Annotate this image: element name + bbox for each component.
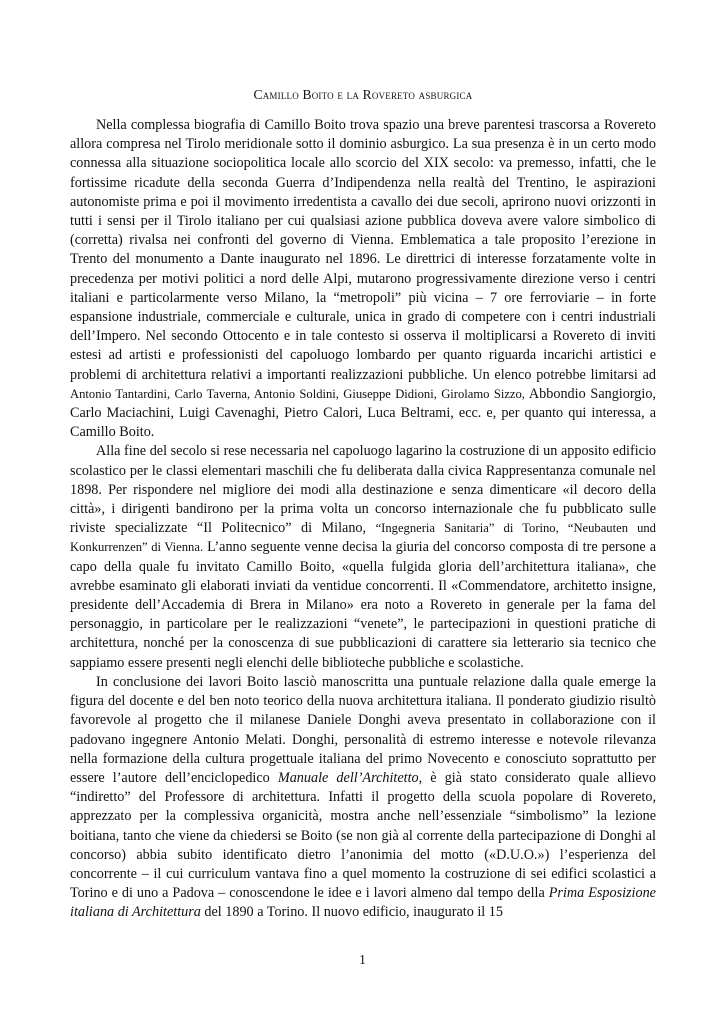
text-segment: L’anno seguente venne decisa la giuria del concorso composta di tre persone a capo della quale fu invitato Camillo Boito, «quella fulgida gloria dell’architettura italiana», che avrebbe esaminato gli elaborati inviati da ventidue concorrenti. Il «Commendatore, architetto insigne, presidente dell’Accademia di Brera in Milano» era noto a Rovereto in generale per la fama del personaggio, in particolare per le realizzazioni “venete”, le partecipazioni in questioni pratiche di architettura, nonché per la conoscenza di sue pubblicazioni di carattere sia letterario sia tecnico che sappiamo essere presenti negli elenchi delle biblioteche pubbliche e scolastiche. [70, 539, 656, 671]
body-text [70, 116, 656, 923]
paragraph [70, 673, 656, 923]
text-segment: del 1890 a Torino. Il nuovo edificio, inaugurato il 15 [200, 904, 503, 921]
text-segment: Prima Esposizione italiana di Architettura [70, 885, 656, 921]
text-segment: Antonio Tantardini, Carlo Taverna, Antonio Soldini, Giuseppe Didioni, Girolamo Sizzo, [70, 386, 525, 401]
text-segment: Nella complessa biografia di Camillo Boito trova spazio una breve parentesi trascorsa a Rovereto allora compresa nel Tirolo meridionale sotto il dominio asburgico. La sua presenza è in un certo modo connessa alla situazione sociopolitica locale allo scorcio del XIX secolo: va premesso, infatti, che le fortissime ricadute della seconda Guerra d’Indipendenza nella realtà del Trentino, le aspirazioni autonomiste prima e poi il movimento irredentista a cavallo dei due secoli, aprirono nuovi orizzonti in tutti i sensi per il Tirolo italiano per cui qualsiasi azione pubblica doveva avere valore simbolico di (corretta) rivalsa nei confronti del governo di Vienna. Emblematica a tale proposito l’erezione in Trento del monumento a Dante inaugurato nel 1896. Le direttrici di interesse forzatamente volte in precedenza per motivi politici a nord delle Alpi, mutarono progressivamente direzione verso i centri italiani e particolarmente verso Milano, la “metropoli” più vicina – 7 ore ferroviarie – in forte espansione industriale, commerciale e culturale, unica in grado di competere con i centri industriali dell’Impero. Nel secondo Ottocento e in tale contesto si osserva il moltiplicarsi a Rovereto di inviti estesi ad artisti e professionisti del capoluogo lombardo per quanto riguarda incarichi artistici e problemi di architettura relativi a importanti realizzazioni pubbliche. Un elenco potrebbe limitarsi ad [70, 117, 656, 383]
text-segment: In conclusione dei lavori Boito lasciò manoscritta una puntuale relazione dalla quale emerge la figura del docente e del ben noto teorico della nuova architettura italiana. Il ponderato giudizio risultò favorevole al progetto che il milanese Daniele Donghi aveva presentato in collaborazione con il padovano ingegnere Antonio Melati. Donghi, personalità di estremo interesse e notevole rilevanza nella formazione della cultura progettuale italiana del primo Novecento e conosciuto soprattutto per essere l’autore dell’enciclopedico [70, 673, 656, 786]
document-page [70, 86, 656, 923]
paragraph [70, 442, 656, 672]
text-segment: , è già stato considerato quale allievo “indiretto” del Professore di architettura. Infatti il progetto della scuola popolare di Rovereto, apprezzato per la complessiva organicità, mostra anche nell’essenziale “simbolismo” la lezione boitiana, tanto che viene da chiedersi se Boito (se non già al corrente della partecipazione di Donghi al concorso) abbia subito identificato dietro l’anonimia del motto («D.U.O.») l’esperienza del concorrente – il cui curriculum vantava fino a quel momento la costruzione di sei edifici scolastici a Torino e di uno a Padova – conoscendone le idee e i lavori almeno dal tempo della [70, 769, 656, 902]
page-number: 1 [359, 952, 366, 967]
text-segment: Abbondio Sangiorgio, Carlo Maciachini, Luigi Cavenaghi, Pietro Calori, Luca Beltrami, ecc. e, per quanto qui interessa, a Camillo Boito. [70, 385, 656, 441]
paragraph [70, 116, 656, 442]
page-title: Camillo Boito e la Rovereto asburgica [253, 87, 473, 102]
text-segment: Manuale dell’Architetto [277, 769, 419, 786]
text-segment: “Ingegneria Sanitaria” di Torino, “Neubauten und Konkurrenzen” di Vienna. [70, 521, 656, 555]
text-segment: Alla fine del secolo si rese necessaria nel capoluogo lagarino la costruzione di un apposito edificio scolastico per le classi elementari maschili che fu deliberata dalla civica Rappresentanza comunale nel 1898. Per rispondere nel migliore dei modi alla destinazione e senza dimenticare «il decoro della città», i dirigenti bandirono per la prima volta un concorso internazionale che fu pubblicato sulle riviste specializzate “Il Politecnico” di Milano, [70, 443, 656, 537]
